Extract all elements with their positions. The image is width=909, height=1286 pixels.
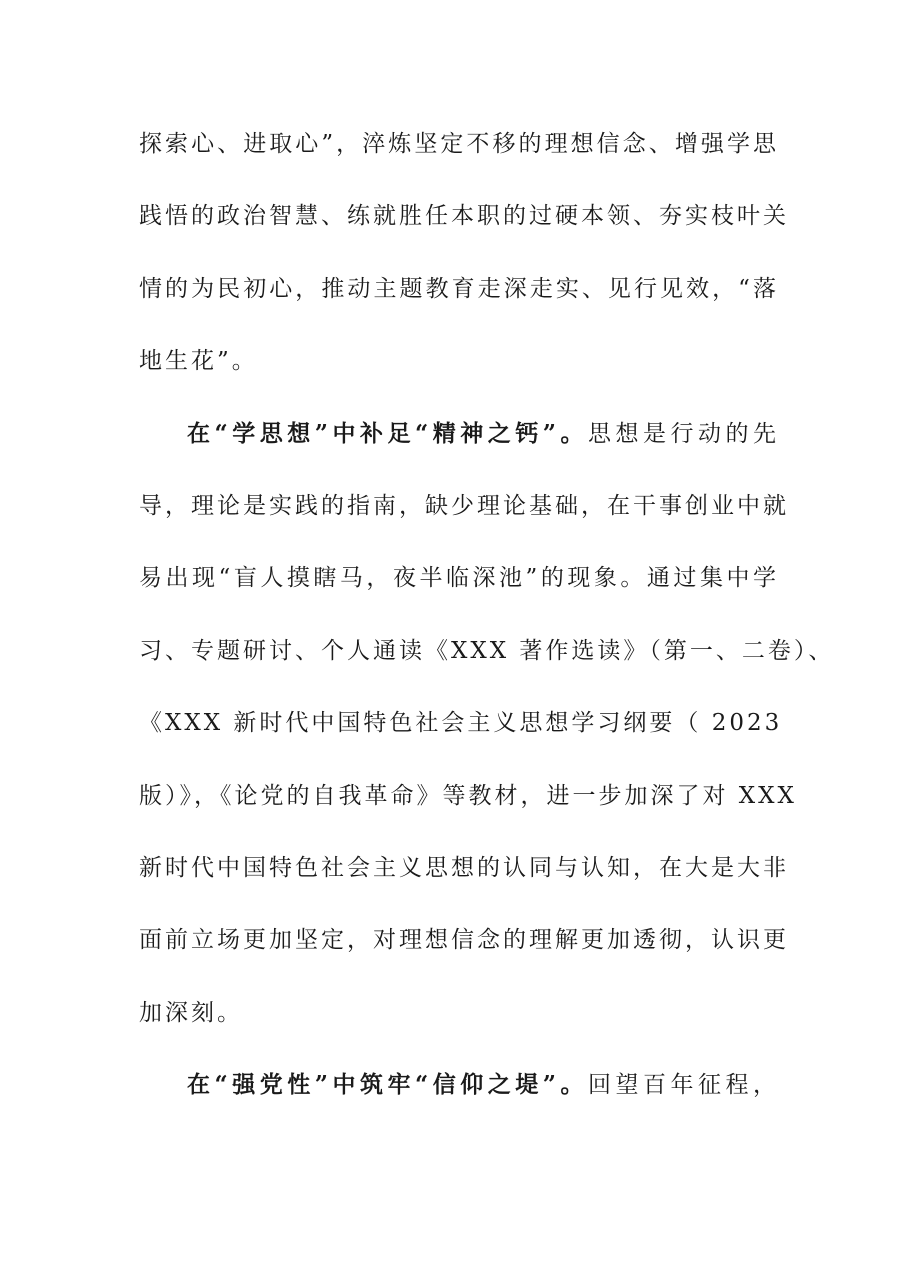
- text-line: [139, 914, 789, 986]
- paragraph-heading-line: [139, 1059, 779, 1131]
- text-line: [139, 118, 779, 190]
- text-line: [139, 480, 789, 552]
- bold-heading: 在“学思想”中补足“精神之钙”。: [187, 419, 588, 447]
- paragraph-heading-line: [139, 408, 779, 480]
- text-line: [139, 697, 783, 769]
- line-text: 习、专题研讨、个人通读《XXX 著作选读》（第一、二卷）、: [139, 637, 835, 664]
- line-text: 导，理论是实践的指南，缺少理论基础，在干事创业中就: [139, 492, 789, 519]
- bold-heading: 在“强党性”中筑牢“信仰之堤”。: [187, 1071, 588, 1099]
- line-text: 回望百年征程，: [587, 1072, 780, 1099]
- line-text: 探索心、进取心”，淬炼坚定不移的理想信念、增强学思: [139, 131, 779, 157]
- line-text: 面前立场更加坚定，对理想信念的理解更加透彻，认识更: [139, 927, 789, 954]
- text-line: [139, 335, 779, 407]
- text-line: [139, 625, 835, 697]
- line-text: 地生花”。: [139, 348, 258, 375]
- body-text: [139, 118, 835, 1131]
- text-line: [139, 987, 779, 1059]
- line-text: 情的为民初心，推动主题教育走深走实、见行见效，“落: [139, 275, 779, 302]
- line-text: 《XXX 新时代中国特色社会主义思想学习纲要（ 2023: [139, 710, 783, 737]
- text-line: [139, 190, 789, 262]
- line-text: 加深刻。: [139, 999, 243, 1026]
- line-text: 践悟的政治智慧、练就胜任本职的过硬本领、夯实枝叶关: [139, 203, 789, 230]
- text-line: [139, 842, 789, 914]
- line-text: 易出现“盲人摸瞎马，夜半临深池”的现象。通过集中学: [139, 565, 779, 592]
- line-text: 版）》，《论党的自我革命》等教材，进一步加深了对 XXX: [139, 782, 797, 809]
- text-line: [139, 552, 779, 624]
- text-line: [139, 263, 779, 335]
- text-line: [139, 770, 797, 842]
- line-text: 思想是行动的先: [587, 420, 780, 447]
- line-text: 新时代中国特色社会主义思想的认同与认知，在大是大非: [139, 854, 789, 881]
